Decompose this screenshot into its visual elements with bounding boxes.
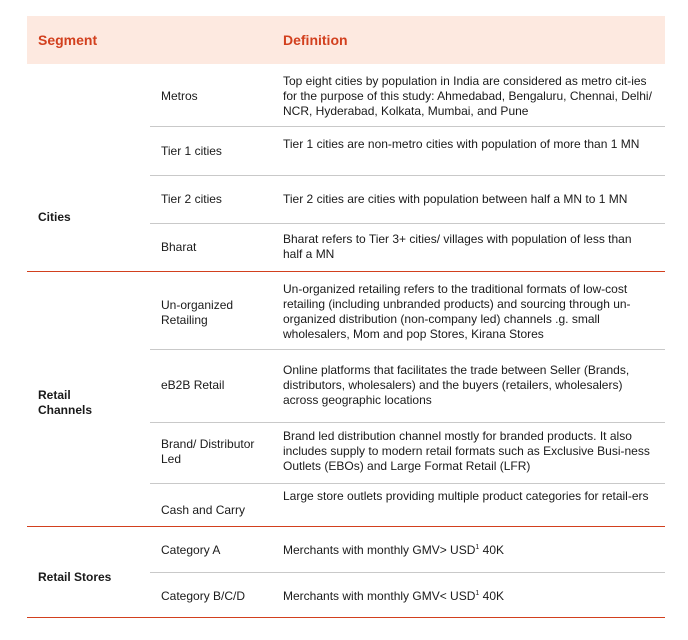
subsegment-label: Tier 1 cities <box>161 144 222 158</box>
definition-text: Brand led distribution channel mostly for branded products. It also includes supply to modern retail formats such as Exclusive Busi-ness Outlets (EBOs) and Large Format Retail (LFR) <box>283 429 650 473</box>
table-row <box>150 176 665 224</box>
definition-text: Un-organized retailing refers to the traditional formats of low-cost retailing (including unbranded products) and sourcing through un-organized distribution (non-company led) channels .g. small wholesalers, Mom and pop Stores, Kirana Stores <box>283 282 631 341</box>
subsegment-label: Brand/ Distributor Led <box>161 437 255 466</box>
group-name: Cities <box>38 210 71 224</box>
table-header <box>27 16 665 64</box>
group-name: Retail Channels <box>38 388 93 417</box>
definition-text-value: 40K <box>479 589 504 603</box>
subsegment-label: Cash and Carry <box>161 503 246 517</box>
footnote-marker: 1 <box>475 590 480 597</box>
table-row <box>150 224 665 271</box>
table-row <box>150 272 665 350</box>
segment-column-header: Segment <box>38 32 98 48</box>
group-cities <box>27 64 665 272</box>
table-row <box>150 64 665 127</box>
group-retail-stores <box>27 527 665 618</box>
definition-text: Tier 1 cities are non-metro cities with population of more than 1 MN <box>283 137 640 151</box>
definition-text <box>283 543 653 558</box>
subsegment-label: Bharat <box>161 240 197 254</box>
definition-text: Tier 2 cities are cities with population between half a MN to 1 MN <box>283 192 628 206</box>
table-row <box>150 350 665 423</box>
definition-text: Online platforms that facilitates the trade between Seller (Brands, distributors, wholesalers) and the buyers (retailers, wholesalers) across geographic locations <box>283 363 630 407</box>
subsegment-label: Category A <box>161 543 221 557</box>
definition-text: Top eight cities by population in India are considered as metro cit-ies for the purpose of this study: Ahmedabad, Bengaluru, Chennai, Delhi/ NCR, Hyderabad, Kolkata, Mumbai, and Pune <box>283 74 652 118</box>
table-row <box>150 484 665 529</box>
definition-text-value: 40K <box>479 543 504 557</box>
definition-text-main: Merchants with monthly GMV> USD <box>283 543 476 557</box>
footnote-marker: 1 <box>475 544 480 551</box>
table-row <box>150 527 665 573</box>
definition-column-header: Definition <box>283 32 348 48</box>
subsegment-label: Tier 2 cities <box>161 192 222 206</box>
table-row <box>150 573 665 617</box>
definition-text: Large store outlets providing multiple product categories for retail-ers <box>283 489 649 503</box>
table-row <box>150 127 665 176</box>
subsegment-label: Category B/C/D <box>161 589 246 603</box>
group-name: Retail Stores <box>38 570 112 584</box>
definition-text: Bharat refers to Tier 3+ cities/ villages with population of less than half a MN <box>283 232 632 261</box>
subsegment-label: eB2B Retail <box>161 378 225 392</box>
definition-text-main: Merchants with monthly GMV< USD <box>283 589 476 603</box>
subsegment-label: Un-organized Retailing <box>161 298 234 327</box>
segment-definition-table <box>27 16 665 618</box>
definition-text <box>283 589 653 604</box>
table-row <box>150 423 665 484</box>
subsegment-label: Metros <box>161 89 198 103</box>
group-retail-channels <box>27 272 665 527</box>
